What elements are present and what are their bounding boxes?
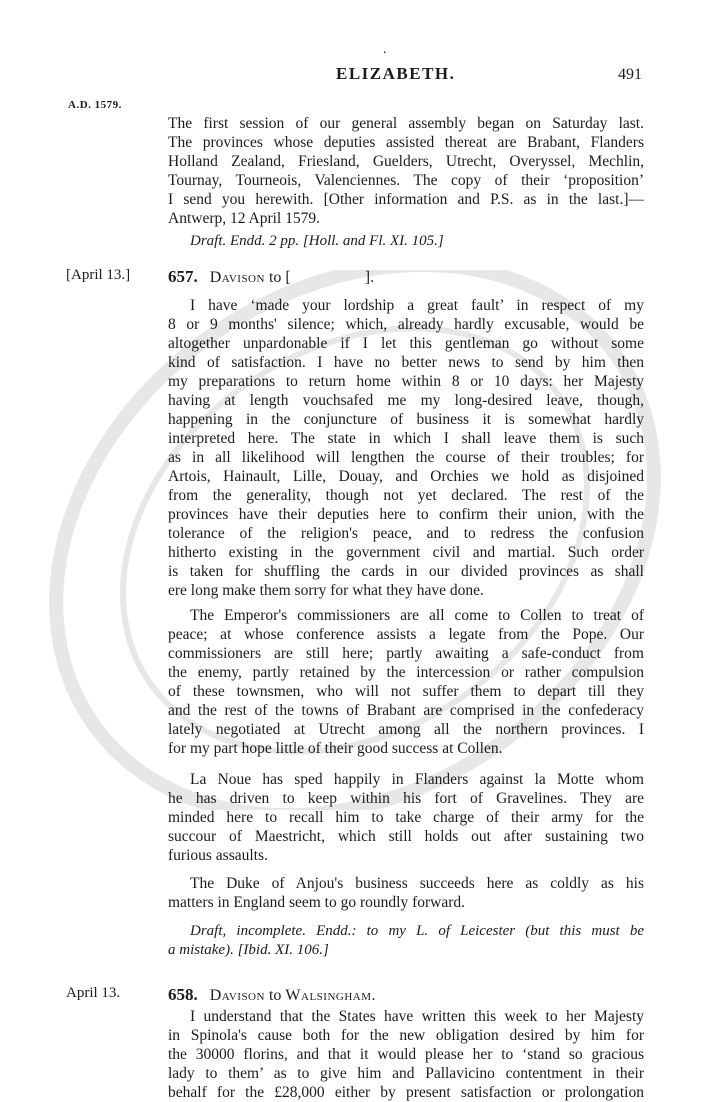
entry-657-paragraph-1 [168,296,644,600]
entry-author: Davison [209,269,265,286]
text-line: tolerance of the religion's peace, and to redress the confusion [168,525,644,542]
entry-657-note [168,922,644,960]
text-line: 8 or 9 months' silence; which, already hardly excusable, would be [168,316,644,333]
text-line: having at length vouchsafed me my long-desired leave, though, [168,392,644,409]
text-line: Holland Zealand, Friesland, Guelders, Utrecht, Overyssel, Mechlin, [168,153,644,170]
entry-656-text [168,114,644,228]
text-line: commissioners are still here; partly awaiting a safe-conduct from [168,645,644,662]
entry-657-paragraph-4 [168,874,644,912]
text-line: of these townsmen, who will not suffer them to depart till they [168,683,644,700]
text-line: furious assaults. [168,847,268,864]
text-line: I understand that the States have written this week to her Majesty [190,1008,644,1025]
text-line: succour of Maestricht, which still holds out after sustaining two [168,828,644,845]
entry-658-date: April 13. [66,985,121,1001]
text-line: Antwerp, 12 April 1579. [168,210,320,227]
text-line: and the rest of the towns of Brabant are comprised in the confederacy [168,702,644,719]
text-line: I send you herewith. [Other information and P.S. as in the last.]— [168,191,644,208]
text-line: my preparations to return home within 8 or 10 days: her Majesty [168,373,644,390]
header-dot: . [383,42,387,57]
text-line: the 30000 florins, and that it would please her to ‘stand so gracious [168,1046,644,1063]
text-line: The provinces whose deputies assisted thereat are Brabant, Flanders [168,134,644,151]
text-line: lately negotiated at Utrecht among all the northern provinces. I [168,721,644,738]
text-line: in Spinola's cause both for the new obligation desired by him for [168,1027,644,1044]
text-line: The Emperor's commissioners are all come to Collen to treat of [190,607,644,624]
text-line: Tournay, Tourneois, Valenciennes. The copy of their ‘proposition’ [168,172,644,189]
text-line: interpreted here. The state in which I shall leave them is such [168,430,644,447]
text-line: peace; at whose conference assists a legate from the Pope. Our [168,626,644,643]
text-line: La Noue has sped happily in Flanders against la Motte whom [190,771,644,788]
text-line: The Duke of Anjou's business succeeds here as coldly as his [190,875,644,892]
entry-recipient: Walsingham. [285,987,377,1004]
text-line: happening in the conjuncture of business it is somewhat hardly [168,411,644,428]
entry-657-heading [168,267,374,287]
entry-to: to [268,987,282,1004]
text-line: I have ‘made your lordship a great fault’ in respect of my [190,297,644,314]
entry-657-paragraph-3 [168,770,644,865]
margin-year: A.D. 1579. [68,99,122,111]
text-line: altogether unpardonable if I let this gentleman go without some [168,335,644,352]
text-line: Artois, Hainault, Lille, Douay, and Orchies we hold as disjoined [168,468,644,485]
text-line: matters in England seem to go roundly forward. [168,894,466,911]
text-line: as in all likelihood will lengthen the course of their troubles; for [168,449,644,466]
text-line: behalf for the £28,000 either by present satisfaction or prolongation [168,1084,644,1101]
text-line: he has driven to keep within his fort of Gravelines. They are [168,790,644,807]
text-line: The first session of our general assembly began on Saturday last. [168,115,644,132]
text-line: provinces have their deputies here to confirm their union, with the [168,506,644,523]
text-line: for my part hope little of their good success at Collen. [168,740,503,757]
entry-number: 657. [168,267,198,286]
note-line: Draft, incomplete. Endd.: to my L. of Leicester (but this must be [190,923,644,939]
entry-658-heading [168,985,376,1005]
entry-657-date: [April 13.] [66,267,131,283]
text-line: kind of satisfaction. I have no better news to send by him then [168,354,644,371]
running-title: ELIZABETH. [336,64,456,83]
entry-to: to [ [268,269,291,286]
text-line: from the generality, though not yet declared. The rest of the [168,487,644,504]
text-line: ere long make them sorry for what they have done. [168,582,484,599]
entry-658-text [168,1007,644,1102]
text-line: the enemy, partly retained by the intercession or rather compulsion [168,664,644,681]
entry-number: 658. [168,985,198,1004]
note-line: a mistake). [Ibid. XI. 106.] [168,942,329,958]
entry-author: Davison [209,987,265,1004]
page-number: 491 [618,66,642,83]
entry-close: ]. [364,269,375,286]
text-line: lady to them’ as to give him and Pallavicino contentment in their [168,1065,644,1082]
text-line: hitherto existing in the government civil and martial. Such order [168,544,644,561]
text-line: is taken for shuffling the cards in our divided provinces as shall [168,563,644,580]
text-line: minded here to recall him to take charge of their army for the [168,809,644,826]
entry-657-paragraph-2 [168,606,644,758]
entry-656-note: Draft. Endd. 2 pp. [Holl. and Fl. XI. 105.] [190,233,444,249]
